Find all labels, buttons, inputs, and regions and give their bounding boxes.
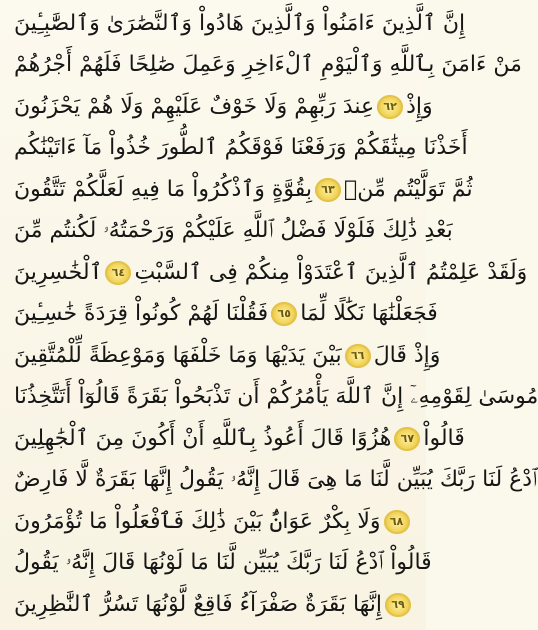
verse-line (14, 211, 453, 251)
verse-text: وَلَا بِكْرٌ عَوَانٌۢ بَيْنَ ذَٰلِكَ فَٱفْعَلُواْ مَا تُؤْمَرُونَ (14, 509, 381, 534)
verse-line (14, 460, 538, 500)
verse-line (14, 502, 412, 542)
verse-text: فَجَعَلْنَٰهَا نَكَٰلًا لِّمَا (300, 301, 438, 326)
ayah-number-marker: ٦٧ (394, 427, 420, 451)
verse-text: وَلَقَدْ عَلِمْتُمُ ٱلَّذِينَ ٱعْتَدَوْاْ مِنكُمْ فِى ٱلسَّبْتِ (134, 260, 528, 285)
verse-line (14, 128, 468, 168)
ayah-number-marker: ٦٦ (345, 344, 371, 368)
verse-text: فَقُلْنَا لَهُمْ كُونُواْ قِرَدَةً خَٰسِـِٔينَ (14, 301, 269, 326)
verse-text: ٱدْعُ لَنَا رَبَّكَ يُبَيِّن لَّنَا مَا هِىَ قَالَ إِنَّهُۥ يَقُولُ إِنَّهَا بَقَرَةٌ لَّا فَارِضٌ (14, 467, 538, 492)
verse-text: مَنْ ءَامَنَ بِٱللَّهِ وَٱلْيَوْمِ ٱلْءَاخِرِ وَعَمِلَ صَٰلِحًا فَلَهُمْ أَجْرُهُمْ (14, 52, 522, 77)
verse-line (14, 419, 465, 459)
ayah-number-marker: ٦٥ (271, 302, 297, 326)
ayah-number-marker: ٦٨ (384, 510, 410, 534)
verse-text: مُوسَىٰ لِقَوْمِهِۦٓ إِنَّ ٱللَّهَ يَأْمُرُكُمْ أَن تَذْبَحُواْ بَقَرَةً قَالُوٓاْ أَتَتَّخِذُنَا (14, 384, 538, 409)
verse-text: إِنَّهَا بَقَرَةٌ صَفْرَآءُ فَاقِعٌ لَّوْنُهَا تَسُرُّ ٱلنَّٰظِرِينَ (14, 592, 383, 617)
verse-line (14, 87, 433, 127)
verse-text: بِقُوَّةٍ وَٱذْكُرُواْ مَا فِيهِ لَعَلَّكُمْ تَتَّقُونَ (14, 177, 313, 202)
ayah-number-marker: ٦٢ (377, 95, 403, 119)
verse-line (14, 294, 438, 334)
ayah-number-marker: ٦٩ (385, 593, 411, 617)
verse-text: قَالُواْ ٱدْعُ لَنَا رَبَّكَ يُبَيِّن لَّنَا مَا لَوْنُهَا قَالَ إِنَّهُۥ يَقُولُ (14, 550, 432, 575)
verse-text: ٱلْخَٰسِرِينَ (14, 260, 103, 285)
verse-text: عِندَ رَبِّهِمْ وَلَا خَوْفٌ عَلَيْهِمْ وَلَا هُمْ يَحْزَنُونَ (14, 94, 375, 119)
verse-line (14, 170, 473, 210)
verse-text: قَالُواْ (423, 426, 465, 451)
verse-text: وَإِذْ قَالَ (373, 343, 441, 368)
verse-line (14, 253, 528, 293)
verse-line (14, 4, 466, 44)
verse-text: وَإِذْ (406, 94, 433, 119)
ayah-number-marker: ٦٤ (105, 261, 131, 285)
verse-line (14, 377, 538, 417)
verse-line (14, 543, 432, 583)
verse-text: هُزُوًا قَالَ أَعُوذُ بِٱللَّهِ أَنْ أَكُونَ مِنَ ٱلْجَٰهِلِينَ (14, 426, 392, 451)
verse-text: بَعْدِ ذَٰلِكَ فَلَوْلَا فَضْلُ ٱللَّهِ عَلَيْكُمْ وَرَحْمَتُهُۥ لَكُنتُم مِّنَ (14, 218, 453, 243)
verse-text: أَخَذْنَا مِيثَٰقَكُمْ وَرَفَعْنَا فَوْقَكُمُ ٱلطُّورَ خُذُواْ مَآ ءَاتَيْنَٰكُم (14, 135, 468, 160)
verse-line (14, 336, 441, 376)
verse-text: إِنَّ ٱلَّذِينَ ءَامَنُواْ وَٱلَّذِينَ هَادُواْ وَٱلنَّصَٰرَىٰ وَٱلصَّٰبِـِٔينَ (14, 11, 466, 36)
verse-line (14, 45, 522, 85)
verse-text: بَيْنَ يَدَيْهَا وَمَا خَلْفَهَا وَمَوْعِظَةً لِّلْمُتَّقِينَ (14, 343, 342, 368)
ayah-number-marker: ٦٣ (315, 178, 341, 202)
verse-line (14, 585, 412, 625)
verse-text: ثُمَّ تَوَلَّيْتُم مِّنۢ (344, 177, 473, 202)
